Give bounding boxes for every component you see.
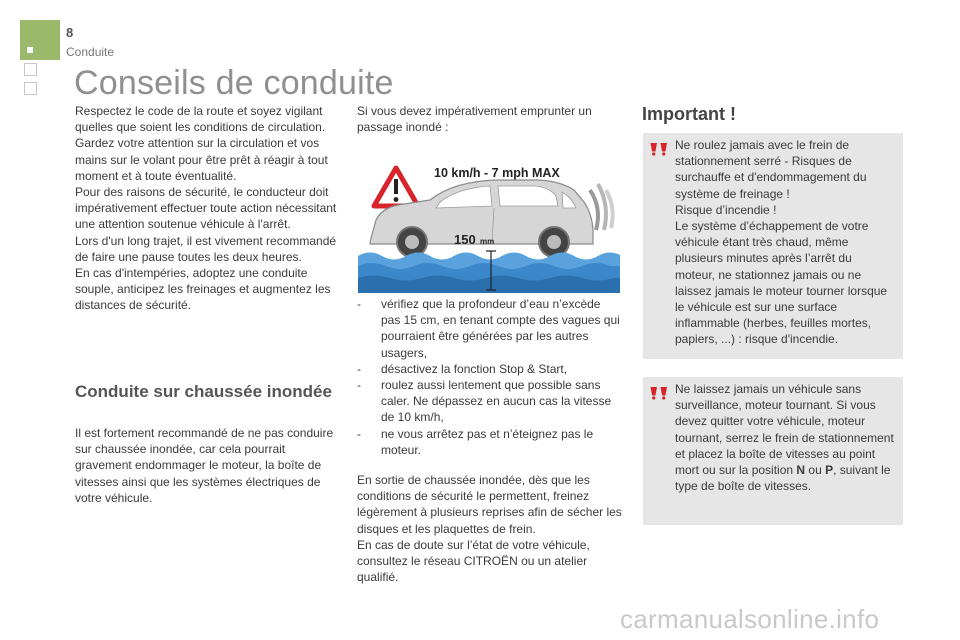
section-tab-empty-icon [24, 82, 37, 95]
depth-value: 150 [454, 232, 476, 247]
driving-advice-text [75, 103, 345, 314]
paragraph: Pour des raisons de sécurité, le conducteur doit impérativement effectuer toute action nécessitant une attention soutenue véhicule à l'arrêt. [75, 185, 337, 232]
speed-limit-label: 10 km/h - 7 mph MAX [434, 166, 560, 180]
section-tab-empty-icon [24, 63, 37, 76]
warning-text: Ne laissez jamais un véhicule sans surveillance, moteur tournant. Si vous devez quitter votre véhicule, moteur tournant, serrez le frein de stationnement et placez la boîte de vitesses au point mort ou sur la position N ou P, suivant le type de boîte de vitesses. [675, 382, 894, 494]
after-flood-text [357, 472, 622, 585]
section-marker-icon [27, 47, 33, 53]
parking-brake-warning [643, 133, 903, 359]
page-title: Conseils de conduite [74, 64, 394, 102]
flooded-intro: Si vous devez impérativement emprunter un passage inondé : [357, 104, 592, 135]
list-item: - désactivez la fonction Stop & Start, [357, 361, 568, 376]
page-number: 8 [66, 25, 74, 40]
list-item: - ne vous arrêtez pas et n’éteignez pas le moteur. [357, 426, 594, 457]
flooded-road-text [75, 425, 345, 506]
watermark: carmanualsonline.info [620, 604, 880, 634]
section-label: Conduite [66, 45, 115, 59]
paragraph: Respectez le code de la route et soyez vigilant quelles que soient les conditions de circulation. [75, 104, 326, 135]
flooded-road-illustration [358, 150, 620, 293]
paragraph: En cas d'intempéries, adoptez une conduite souple, anticipez les freinages et augmentez les distances de sécurité. [75, 266, 331, 313]
paragraph: Gardez votre attention sur la circulation et vos mains sur le volant pour être prêt à réagir à tout moment et à toute éventualité. [75, 136, 328, 183]
flooded-road-heading: Conduite sur chaussée inondée [75, 382, 332, 401]
exclamation-warning-icon [649, 142, 669, 156]
list-item: - vérifiez que la profondeur d’eau n’excède pas 15 cm, en tenant compte des vagues qui pourraient être générées par les autres usagers, [357, 297, 620, 360]
warning-text: Risque d’incendie ! [675, 202, 777, 217]
section-color-tab [20, 20, 60, 60]
car-in-water-svg [358, 150, 620, 293]
list-item: - roulez aussi lentement que possible sans caler. Ne dépassez en aucun cas la vitesse de 10 km/h, [357, 378, 612, 425]
flooded-road-instructions [357, 296, 622, 458]
warning-text: Ne roulez jamais avec le frein de stationnement serré - Risques de surchauffe et d'endommagement du système de freinage ! [675, 138, 867, 201]
unattended-vehicle-warning [643, 377, 903, 525]
warning-text: Le système d’échappement de votre véhicule étant très chaud, même plusieurs minutes après l’arrêt du moteur, ne stationnez jamais ou ne laissez jamais le moteur tourner lorsque le véhicule est sur une surface inflammable (herbes, feuilles mortes, papiers, ...) : risque d'incendie. [675, 219, 888, 347]
exclamation-warning-icon [649, 386, 669, 400]
paragraph: En sortie de chaussée inondée, dès que les conditions de sécurité le permettent, freinez légèrement à plusieurs reprises afin de sécher les disques et les plaquettes de frein. [357, 473, 622, 536]
paragraph: Il est fortement recommandé de ne pas conduire sur chaussée inondée, car cela pourrait gravement endommager le moteur, la boîte de vitesses ainsi que les systèmes électriques de votre véhicule. [75, 426, 334, 505]
paragraph: Lors d'un long trajet, il est vivement recommandé de faire une pause toutes les deux heures. [75, 233, 337, 264]
depth-unit: mm [480, 237, 495, 246]
important-heading: Important ! [642, 104, 736, 124]
paragraph: En cas de doute sur l’état de votre véhicule, consultez le réseau CITROËN ou un atelier qualifié. [357, 537, 590, 585]
